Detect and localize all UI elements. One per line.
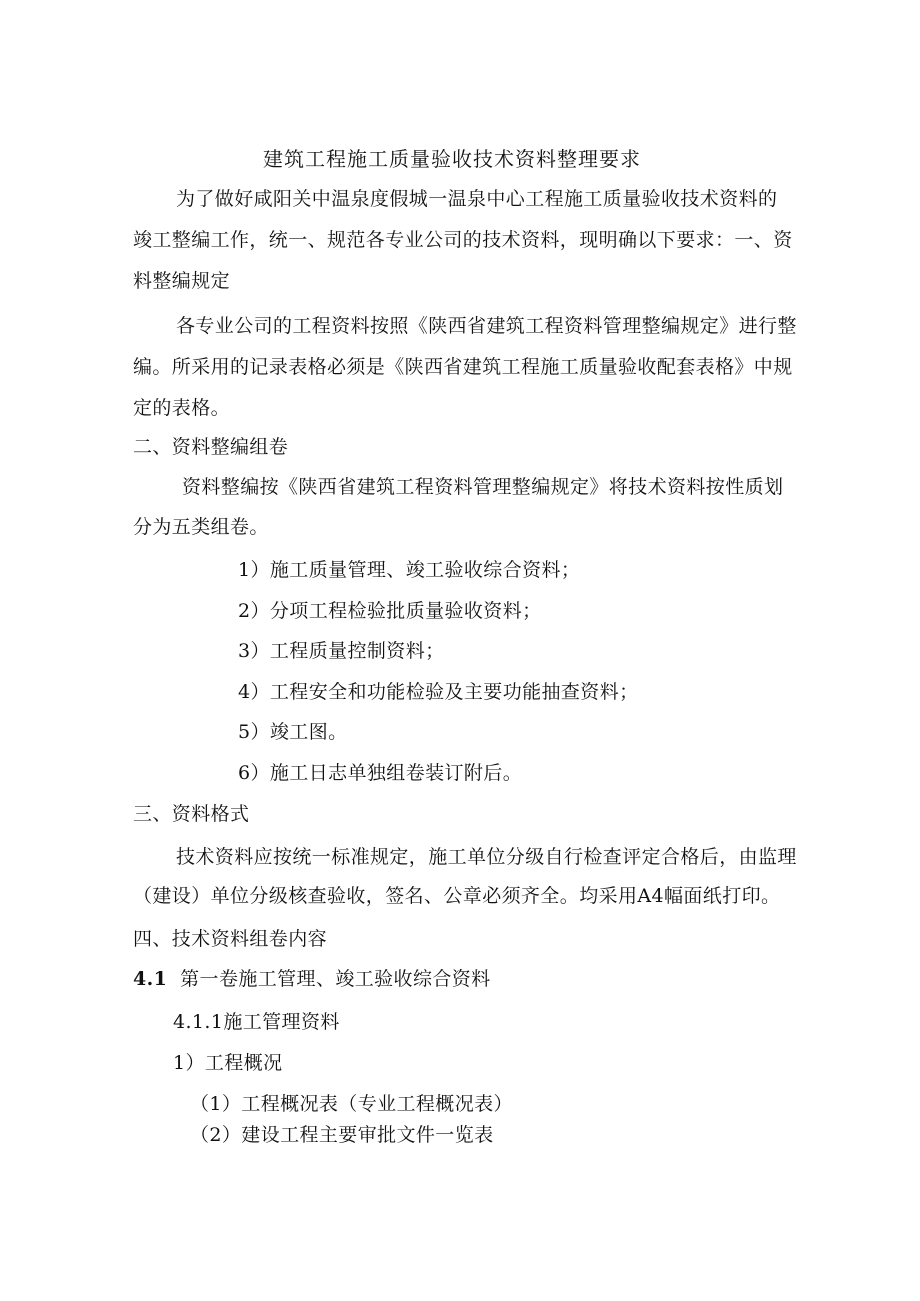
section3-line-2: （建设）单位分级核查验收，签名、公章必须齐全。均采用A4幅面纸打印。 [133, 885, 781, 907]
section3-line-1: 技术资料应按统一标准规定，施工单位分级自行检查评定合格后，由监理 [176, 846, 797, 868]
intro-line-3: 料整编规定 [133, 270, 231, 292]
list-item: 1）施工质量管理、竣工验收综合资料； [238, 559, 581, 581]
list-item: 5）竣工图。 [238, 721, 348, 743]
list-item: 6）施工日志单独组卷装订附后。 [238, 762, 523, 784]
document-title: 建筑工程施工质量验收技术资料整理要求 [263, 147, 641, 171]
section1-line-1: 各专业公司的工程资料按照《陕西省建筑工程资料管理整编规定》进行整 [176, 315, 797, 337]
intro-line-1: 为了做好咸阳关中温泉度假城一温泉中心工程施工质量验收技术资料的 [176, 188, 778, 210]
subsection-4-1-1: 4.1.1施工管理资料 [173, 1011, 340, 1033]
section3-heading: 三、资料格式 [133, 803, 250, 825]
section2-line-1: 资料整编按《陕西省建筑工程资料管理整编规定》将技术资料按性质划 [182, 476, 784, 498]
section2-heading: 二、资料整编组卷 [133, 436, 289, 458]
section4-heading: 四、技术资料组卷内容 [133, 928, 328, 950]
item-heading: 1）工程概况 [173, 1052, 283, 1074]
list-item: 3）工程质量控制资料； [238, 640, 445, 662]
list-item: （1）工程概况表（专业工程概况表） [190, 1093, 513, 1115]
subsection-title: 第一卷施工管理、竣工验收综合资料 [180, 968, 491, 990]
section2-line-2: 分为五类组卷。 [133, 516, 269, 538]
list-item: 4）工程安全和功能检验及主要功能抽查资料； [238, 681, 639, 703]
subsection-4-1 [133, 968, 491, 990]
list-item: （2）建设工程主要审批文件一览表 [190, 1124, 494, 1146]
list-item: 2）分项工程检验批质量验收资料； [238, 600, 542, 622]
subsection-number: 4.1 [133, 968, 168, 990]
intro-line-2: 竣工整编工作，统一、规范各专业公司的技术资料，现明确以下要求：一、资 [133, 229, 793, 251]
section1-line-2: 编。所采用的记录表格必须是《陕西省建筑工程施工质量验收配套表格》中规 [133, 356, 793, 378]
section1-line-3: 定的表格。 [133, 397, 231, 419]
